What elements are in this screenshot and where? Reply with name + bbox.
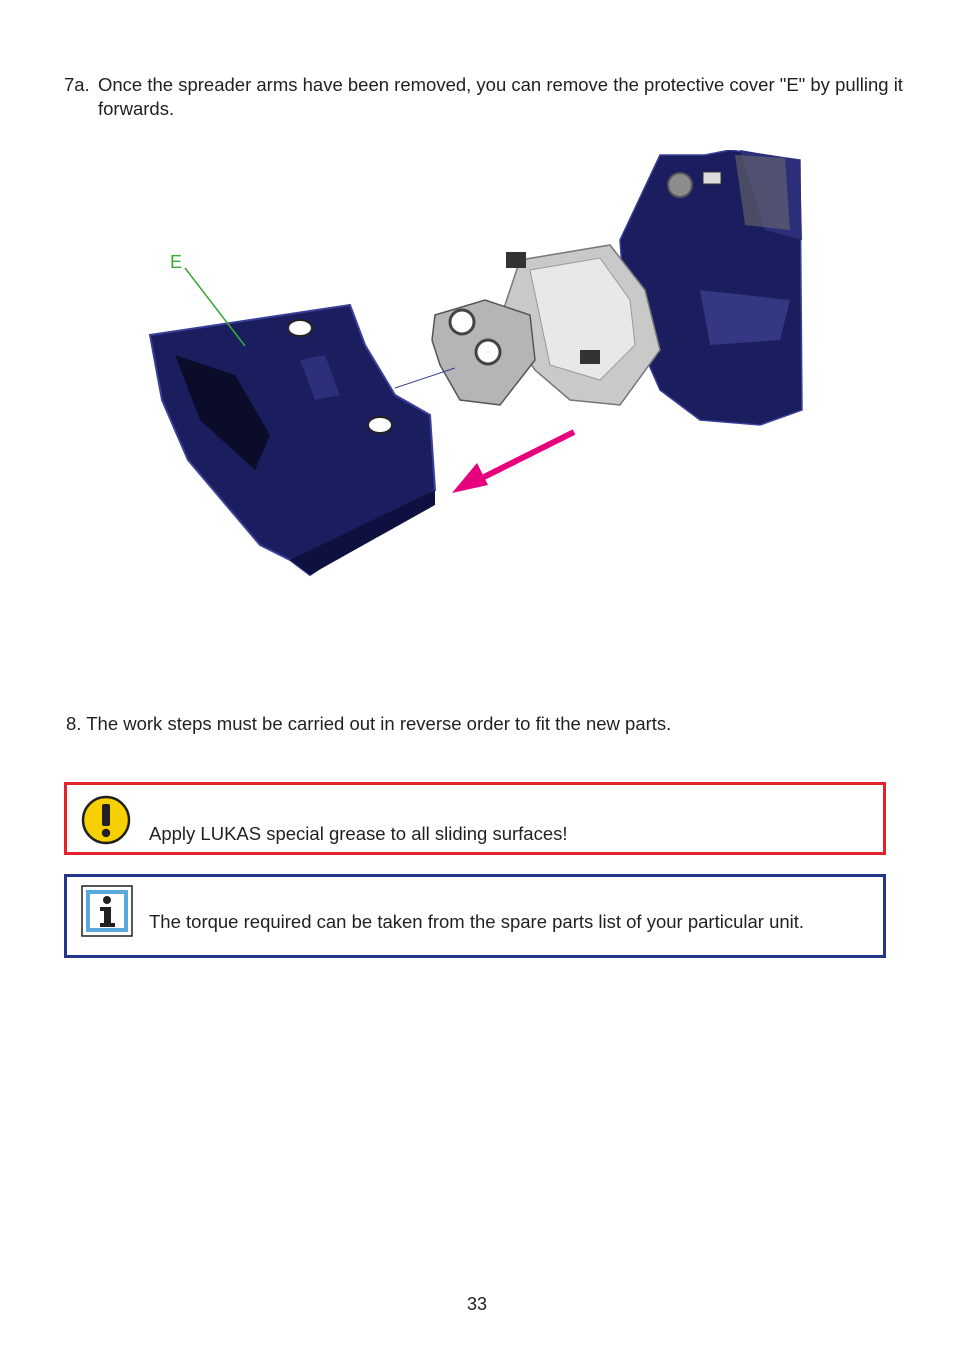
tool-body	[620, 150, 802, 425]
step-7a-text: Once the spreader arms have been removed, you can remove the protective cover "E" by pulling it forwards.	[98, 74, 903, 119]
callout-label-e: E	[170, 252, 183, 272]
warning-notice	[64, 782, 886, 855]
step-7a-number: 7a.	[64, 74, 90, 95]
step-8-text: 8. The work steps must be carried out in reverse order to fit the new parts.	[66, 713, 672, 734]
protective-cover-e	[150, 305, 435, 575]
info-text: The torque required can be taken from the spare parts list of your particular unit.	[149, 911, 805, 932]
page-number: 33	[466, 1294, 488, 1314]
warning-text: Apply LUKAS special grease to all sliding surfaces!	[149, 823, 568, 844]
clevis	[432, 300, 535, 405]
spreader-cover-illustration	[140, 150, 805, 580]
info-icon	[81, 885, 133, 937]
info-notice	[64, 874, 886, 958]
exclamation-warning-icon	[81, 795, 131, 845]
pull-direction-arrow	[452, 432, 574, 493]
